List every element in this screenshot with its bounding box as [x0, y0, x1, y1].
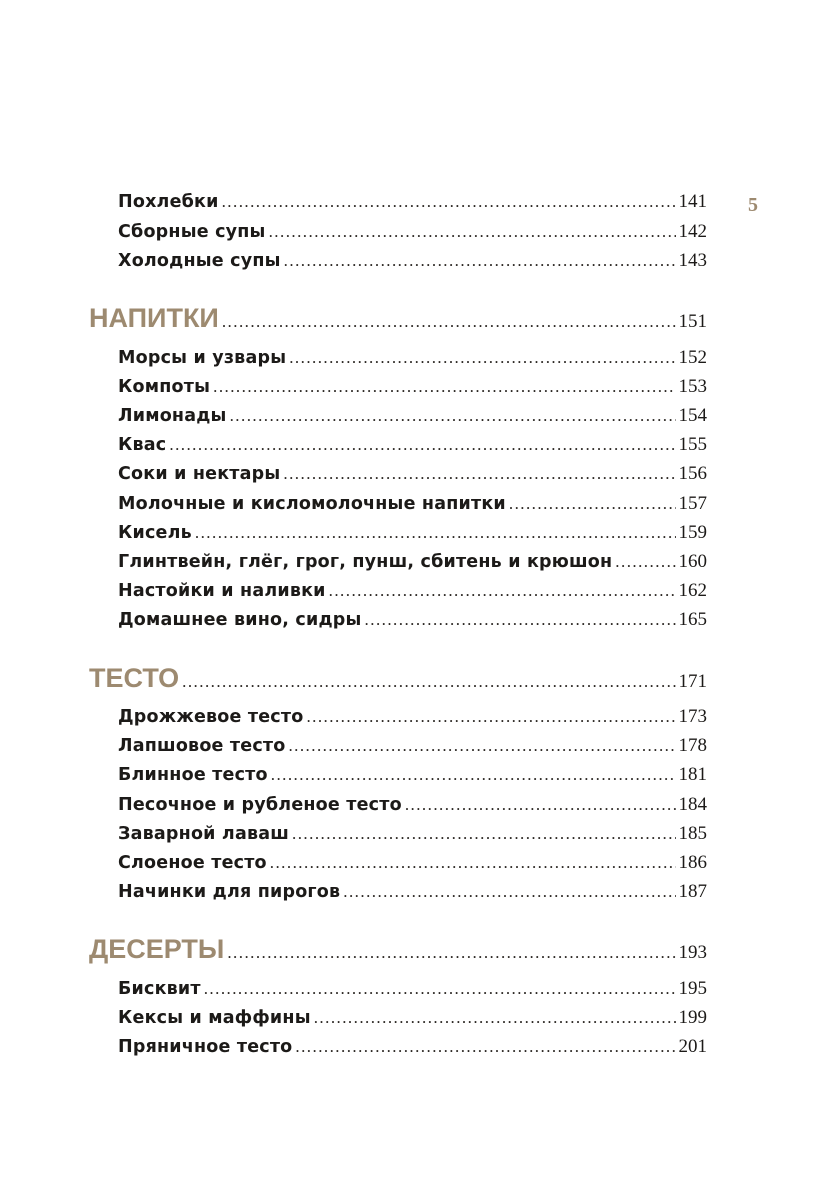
toc-entry-title: Лимонады: [118, 406, 227, 426]
toc-section-heading[interactable]: [89, 303, 707, 339]
toc-entry[interactable]: [118, 191, 707, 221]
dot-leader: [306, 707, 675, 727]
toc-entry[interactable]: [118, 493, 707, 523]
dot-leader: [295, 1037, 675, 1057]
toc-entry-page: 186: [678, 852, 707, 873]
toc-section-heading[interactable]: [89, 663, 707, 699]
toc-entry-title: Дрожжевое тесто: [118, 707, 304, 727]
section-page: 171: [678, 671, 707, 692]
toc-entry[interactable]: [118, 434, 707, 464]
toc-entry-page: 165: [678, 609, 707, 630]
toc-entry[interactable]: [118, 881, 707, 911]
toc-entry-title: Блинное тесто: [118, 765, 268, 785]
toc-entry-title: Похлебки: [118, 192, 219, 212]
toc-entry[interactable]: [118, 250, 707, 280]
dot-leader: [365, 610, 676, 630]
toc-entry-page: 201: [678, 1036, 707, 1057]
toc-entry[interactable]: [118, 405, 707, 435]
dot-leader: [227, 943, 675, 963]
toc-entry-page: 199: [678, 1007, 707, 1028]
section-title: ДЕСЕРТЫ: [89, 934, 225, 964]
toc-entry-page: 185: [678, 823, 707, 844]
toc-entry[interactable]: [118, 376, 707, 406]
dot-leader: [329, 581, 676, 601]
toc-entry[interactable]: [118, 852, 707, 882]
toc-entry-page: 173: [678, 706, 707, 727]
toc-entry-page: 159: [678, 522, 707, 543]
toc-entry-page: 156: [678, 463, 707, 484]
toc-entry-title: Бисквит: [118, 979, 201, 999]
toc-entry[interactable]: [118, 794, 707, 824]
dot-leader: [289, 348, 675, 368]
dot-leader: [283, 464, 675, 484]
toc-entry[interactable]: [118, 764, 707, 794]
toc-entry-title: Соки и нектары: [118, 464, 281, 484]
toc-entry-title: Настойки и наливки: [118, 581, 326, 601]
toc-entry[interactable]: [118, 347, 707, 377]
section-page: 193: [678, 942, 707, 963]
dot-leader: [213, 377, 675, 397]
toc-entry-title: Слоеное тесто: [118, 853, 267, 873]
toc-entry-title: Глинтвейн, глёг, грог, пунш, сбитень и крюшон: [118, 552, 613, 572]
toc-entry-title: Лапшовое тесто: [118, 736, 286, 756]
toc-entry-page: 157: [678, 493, 707, 514]
toc-entry-title: Заварной лаваш: [118, 824, 290, 844]
toc-entry-title: Песочное и рубленое тесто: [118, 795, 402, 815]
dot-leader: [405, 795, 676, 815]
toc-entry-page: 195: [678, 978, 707, 999]
dot-leader: [222, 312, 676, 332]
toc-entry-page: 160: [678, 551, 707, 572]
page-number: 5: [748, 194, 758, 216]
dot-leader: [169, 435, 675, 455]
toc-entry[interactable]: [118, 706, 707, 736]
toc-section-heading[interactable]: [89, 934, 707, 970]
toc-entry-page: 187: [678, 881, 707, 902]
toc-entry[interactable]: [118, 1036, 707, 1066]
dot-leader: [195, 523, 676, 543]
toc-entry-title: Кексы и маффины: [118, 1008, 311, 1028]
toc-entry-page: 154: [678, 405, 707, 426]
toc-entry[interactable]: [118, 580, 707, 610]
toc-entry[interactable]: [118, 735, 707, 765]
dot-leader: [288, 736, 675, 756]
toc-entry-title: Кисель: [118, 523, 192, 543]
dot-leader: [615, 552, 675, 572]
toc-entry[interactable]: [118, 609, 707, 639]
toc-entry-page: 155: [678, 434, 707, 455]
section-page: 151: [678, 311, 707, 332]
dot-leader: [182, 672, 675, 692]
toc-entry[interactable]: [118, 221, 707, 251]
toc-entry-page: 141: [678, 191, 707, 212]
toc-entry-title: Морсы и узвары: [118, 348, 287, 368]
section-title: НАПИТКИ: [89, 303, 219, 333]
dot-leader: [271, 765, 676, 785]
toc-entry[interactable]: [118, 1007, 707, 1037]
toc-entry-title: Сборные супы: [118, 222, 266, 242]
toc-entry-page: 152: [678, 347, 707, 368]
dot-leader: [509, 494, 676, 514]
dot-leader: [292, 824, 675, 844]
dot-leader: [284, 251, 676, 271]
toc-entry-page: 153: [678, 376, 707, 397]
dot-leader: [222, 192, 676, 212]
toc-entry-page: 143: [678, 250, 707, 271]
dot-leader: [314, 1008, 676, 1028]
toc-entry[interactable]: [118, 551, 707, 581]
toc-entry-page: 162: [678, 580, 707, 601]
toc-entry-title: Начинки для пирогов: [118, 882, 341, 902]
toc-entry[interactable]: [118, 463, 707, 493]
toc-entry-title: Компоты: [118, 377, 211, 397]
toc-entry-title: Пряничное тесто: [118, 1037, 293, 1057]
toc-entry-title: Молочные и кисломолочные напитки: [118, 494, 506, 514]
toc-entry[interactable]: [118, 823, 707, 853]
toc-entry-page: 142: [678, 221, 707, 242]
dot-leader: [270, 853, 676, 873]
toc-entry-title: Холодные супы: [118, 251, 281, 271]
toc-entry-page: 178: [678, 735, 707, 756]
dot-leader: [343, 882, 675, 902]
section-title: ТЕСТО: [89, 663, 180, 693]
toc-entry-title: Домашнее вино, сидры: [118, 610, 362, 630]
dot-leader: [230, 406, 676, 426]
toc-entry-title: Квас: [118, 435, 167, 455]
toc-entry-page: 181: [678, 764, 707, 785]
toc-entry[interactable]: [118, 522, 707, 552]
dot-leader: [269, 222, 676, 242]
toc-entry-page: 184: [678, 794, 707, 815]
dot-leader: [204, 979, 676, 999]
toc-entry[interactable]: [118, 978, 707, 1008]
